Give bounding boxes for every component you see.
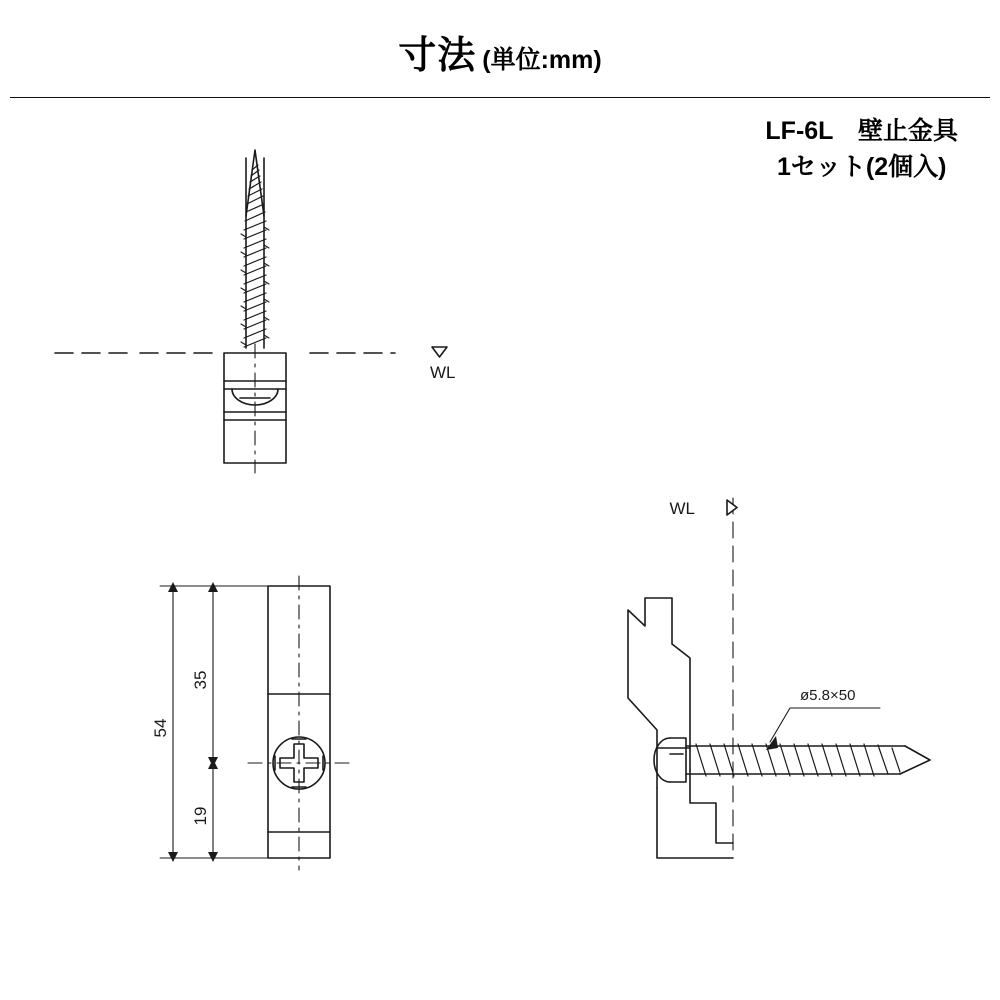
view-front-elevation bbox=[160, 576, 352, 870]
page-header bbox=[0, 0, 1000, 98]
view-side-section bbox=[628, 498, 930, 858]
product-name: LF-6L 壁止金具 bbox=[765, 117, 958, 145]
dimension-upper-label: 35 bbox=[191, 670, 210, 690]
view-top-screw-assembly bbox=[55, 150, 447, 473]
dimension-total-label: 54 bbox=[151, 718, 170, 738]
page-title-text: 寸法 bbox=[398, 35, 477, 77]
dimension-lower-label: 19 bbox=[191, 806, 210, 826]
wl-label-side: WL bbox=[669, 499, 695, 518]
drawing-canvas bbox=[0, 98, 1000, 1000]
wl-label-top: WL bbox=[430, 363, 456, 382]
technical-drawing bbox=[0, 98, 1000, 1000]
screw-spec-label: ø5.8×50 bbox=[800, 687, 856, 704]
page-title-unit: (単位:mm) bbox=[482, 46, 602, 74]
page-title bbox=[0, 24, 1000, 79]
product-quantity: 1セット(2個入) bbox=[776, 152, 947, 181]
